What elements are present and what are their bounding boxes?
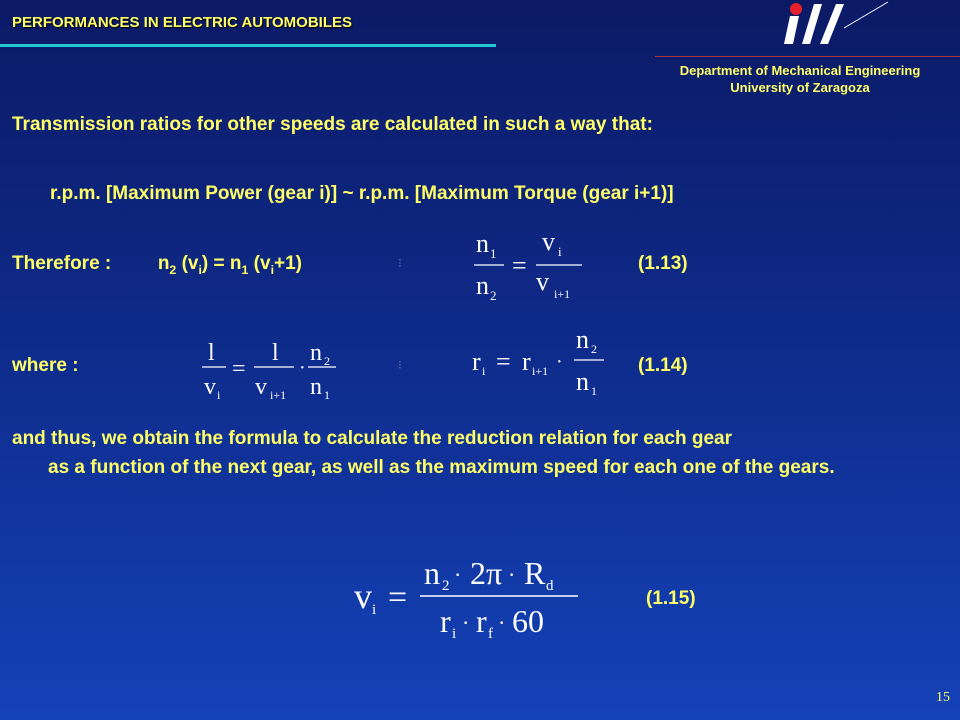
svg-text:f: f [488,626,493,638]
svg-text:i+1: i+1 [270,388,287,402]
rpm-condition: r.p.m. [Maximum Power (gear i)] ~ r.p.m. [Maximum Torque (gear i+1)] [50,183,674,204]
svg-text:=: = [388,579,408,616]
department-divider [655,56,960,57]
svg-text:i: i [558,244,562,259]
therefore-expression: $n_2$ $(v_i) = n_1$ $(v_i+1)$ [157,253,303,277]
svg-text:i+1: i+1 [554,287,571,300]
equation-number-1-14: (1.14) [638,355,688,376]
svg-text:n: n [476,271,489,300]
equation-1-14b [470,322,620,398]
svg-text:n: n [576,325,589,354]
svg-text:v: v [536,267,549,296]
svg-text:v: v [354,576,372,616]
svg-text:·: · [508,562,516,587]
svg-text:l: l [272,340,279,366]
svg-text:r: r [440,603,451,638]
svg-text:v: v [204,374,216,400]
svg-text:=: = [232,356,246,382]
svg-text:n: n [424,555,440,591]
svg-text:n: n [310,374,322,400]
svg-text:1: 1 [490,246,497,261]
separator-dot: ⁝ [398,358,402,372]
university-logo-icon [772,0,890,48]
title-underline [0,44,496,47]
svg-text:·: · [299,357,306,379]
equation-1-13 [470,228,590,300]
svg-text:·: · [498,610,506,635]
svg-text:i: i [482,364,486,378]
department-block [650,62,950,96]
department-name: Department of Mechanical Engineering [679,63,921,78]
conclusion-text [12,424,952,482]
svg-text:i+1: i+1 [532,364,549,378]
svg-text:·: · [454,562,462,587]
therefore-line [12,253,302,277]
equation-number-1-15: (1.15) [646,588,696,609]
svg-text:1: 1 [591,384,597,398]
svg-text:n: n [310,340,322,366]
equation-1-15 [352,548,592,638]
svg-text:r: r [522,347,531,376]
separator-dot: ⁝ [398,256,402,270]
svg-text:d: d [546,578,554,594]
conclusion-line-1: and thus, we obtain the formula to calculate the reduction relation for each gear [12,428,733,449]
svg-text:i: i [217,388,221,402]
intro-text: Transmission ratios for other speeds are calculated in such a way that: [12,114,653,135]
svg-text:2: 2 [442,578,450,594]
page-number: 15 [936,690,950,705]
svg-text:v: v [542,228,555,256]
svg-text:R: R [524,555,546,591]
svg-text:=: = [496,347,511,376]
conclusion-rest: as a function of the next gear, as well as the maximum speed for each one of the gears. [48,457,835,478]
svg-text:r: r [476,603,487,638]
svg-text:60: 60 [512,603,544,638]
svg-text:1: 1 [324,388,330,402]
svg-text:n: n [476,229,489,258]
therefore-label: Therefore : [12,253,112,274]
svg-text:i: i [452,626,457,638]
svg-text:n: n [576,367,589,396]
svg-text:r: r [472,347,481,376]
svg-text:2: 2 [324,354,330,368]
svg-text:2: 2 [490,288,497,300]
university-name: University of Zaragoza [730,80,870,95]
where-label: where : [12,355,79,376]
svg-text:2π: 2π [470,555,503,591]
svg-text:2: 2 [591,342,597,356]
svg-text:·: · [556,351,563,373]
page-title: PERFORMANCES IN ELECTRIC AUTOMOBILES [12,14,353,31]
svg-text:=: = [512,251,527,280]
equation-number-1-13: (1.13) [638,253,688,274]
svg-text:l: l [208,340,215,366]
svg-text:·: · [462,610,470,635]
svg-text:v: v [255,374,267,400]
svg-text:i: i [372,602,377,618]
equation-1-14a [200,334,350,402]
